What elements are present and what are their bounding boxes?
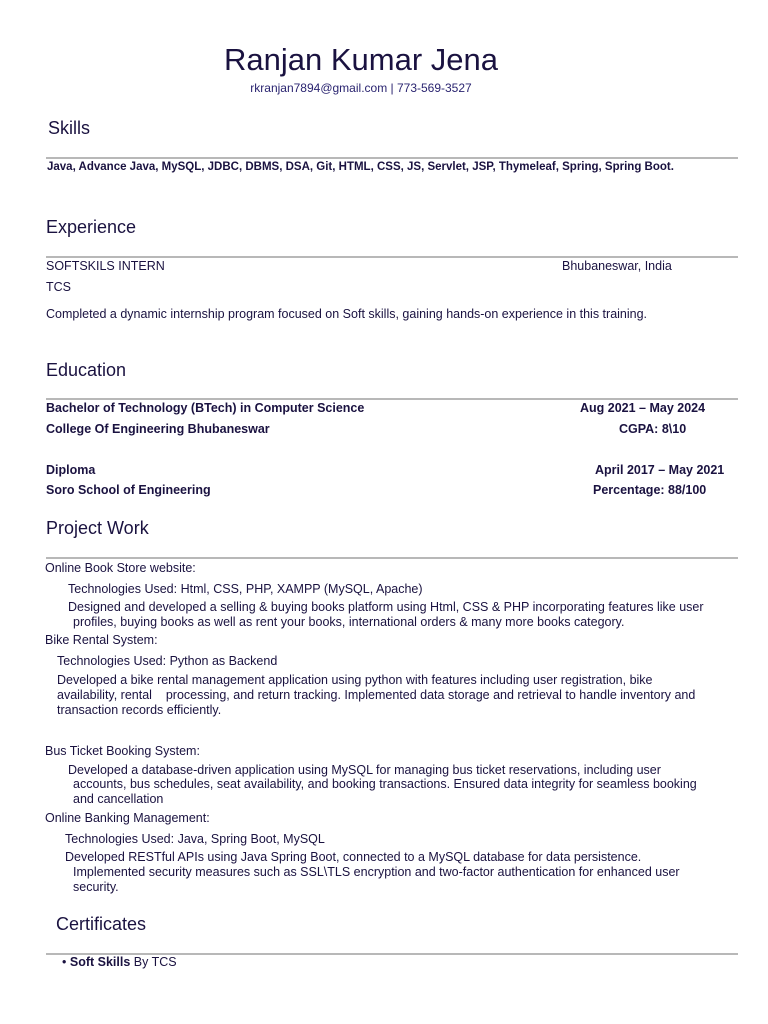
section-title-experience: Experience (46, 217, 137, 237)
section-divider (46, 157, 738, 159)
project-technologies: Technologies Used: Html, CSS, PHP, XAMPP (MySQL, Apache) (68, 582, 423, 596)
experience-description: Completed a dynamic internship program focused on Soft skills, gaining hands-on experience in this training. (46, 307, 648, 321)
project-description-line: Designed and developed a selling & buying books platform using Html, CSS & PHP incorporating features like user (68, 600, 704, 614)
project-technologies: Technologies Used: Java, Spring Boot, MySQL (65, 832, 325, 846)
resume-name: Ranjan Kumar Jena (224, 42, 498, 77)
experience-location: Bhubaneswar, India (562, 259, 672, 273)
experience-company: TCS (46, 280, 71, 294)
section-title-certificates: Certificates (56, 914, 147, 934)
project-description-line: availability, rental processing, and return tracking. Implemented data storage and retrieval to handle inventory and (57, 688, 696, 702)
project-description-line: profiles, buying books as well as rent your books, international orders & many more books category. (73, 615, 625, 629)
education-school: Soro School of Engineering (46, 483, 211, 497)
section-divider (46, 557, 738, 559)
section-title-projects: Project Work (46, 518, 149, 538)
project-title: Bike Rental System: (45, 633, 158, 647)
certificate-issuer: By TCS (130, 955, 177, 969)
project-description-line: Implemented security measures such as SSL\TLS encryption and two-factor authentication for enhanced user (73, 865, 680, 879)
education-score: Percentage: 88/100 (593, 483, 707, 497)
section-divider (46, 398, 738, 400)
education-score: CGPA: 8\10 (619, 422, 687, 436)
experience-role: SOFTSKILS INTERN (46, 259, 165, 273)
skills-list: Java, Advance Java, MySQL, JDBC, DBMS, DSA, Git, HTML, CSS, JS, Servlet, JSP, Thymeleaf, Spring, Spring Boot. (47, 161, 674, 173)
project-technologies: Technologies Used: Python as Backend (57, 654, 278, 668)
certificate-item (62, 955, 177, 969)
section-divider (46, 256, 738, 258)
project-description-line: transaction records efficiently. (57, 703, 222, 717)
education-dates: Aug 2021 – May 2024 (580, 401, 706, 415)
contact-line[interactable]: rkranjan7894@gmail.com | 773-569-3527 (250, 81, 472, 95)
section-title-skills: Skills (48, 118, 91, 138)
project-title: Online Banking Management: (45, 811, 210, 825)
project-description-line: security. (73, 880, 119, 894)
education-degree: Diploma (46, 463, 96, 477)
project-title: Online Book Store website: (45, 561, 196, 575)
education-dates: April 2017 – May 2021 (595, 463, 725, 477)
project-description-line: Developed a database-driven application using MySQL for managing bus ticket reservations, including user (68, 763, 661, 777)
project-description-line: and cancellation (73, 792, 164, 806)
education-school: College Of Engineering Bhubaneswar (46, 422, 270, 436)
project-description-line: Developed RESTful APIs using Java Spring Boot, connected to a MySQL database for data persistence. (65, 850, 642, 864)
project-description-line: Developed a bike rental management application using python with features including user registration, bike (57, 673, 653, 687)
bullet-icon: • (62, 955, 67, 969)
certificate-name: Soft Skills (69, 955, 131, 969)
project-description-line: accounts, bus schedules, seat availability, and booking transactions. Ensured data integrity for seamless booking (73, 777, 697, 791)
project-title: Bus Ticket Booking System: (45, 744, 200, 758)
section-title-education: Education (46, 360, 127, 380)
education-degree: Bachelor of Technology (BTech) in Computer Science (46, 401, 365, 415)
